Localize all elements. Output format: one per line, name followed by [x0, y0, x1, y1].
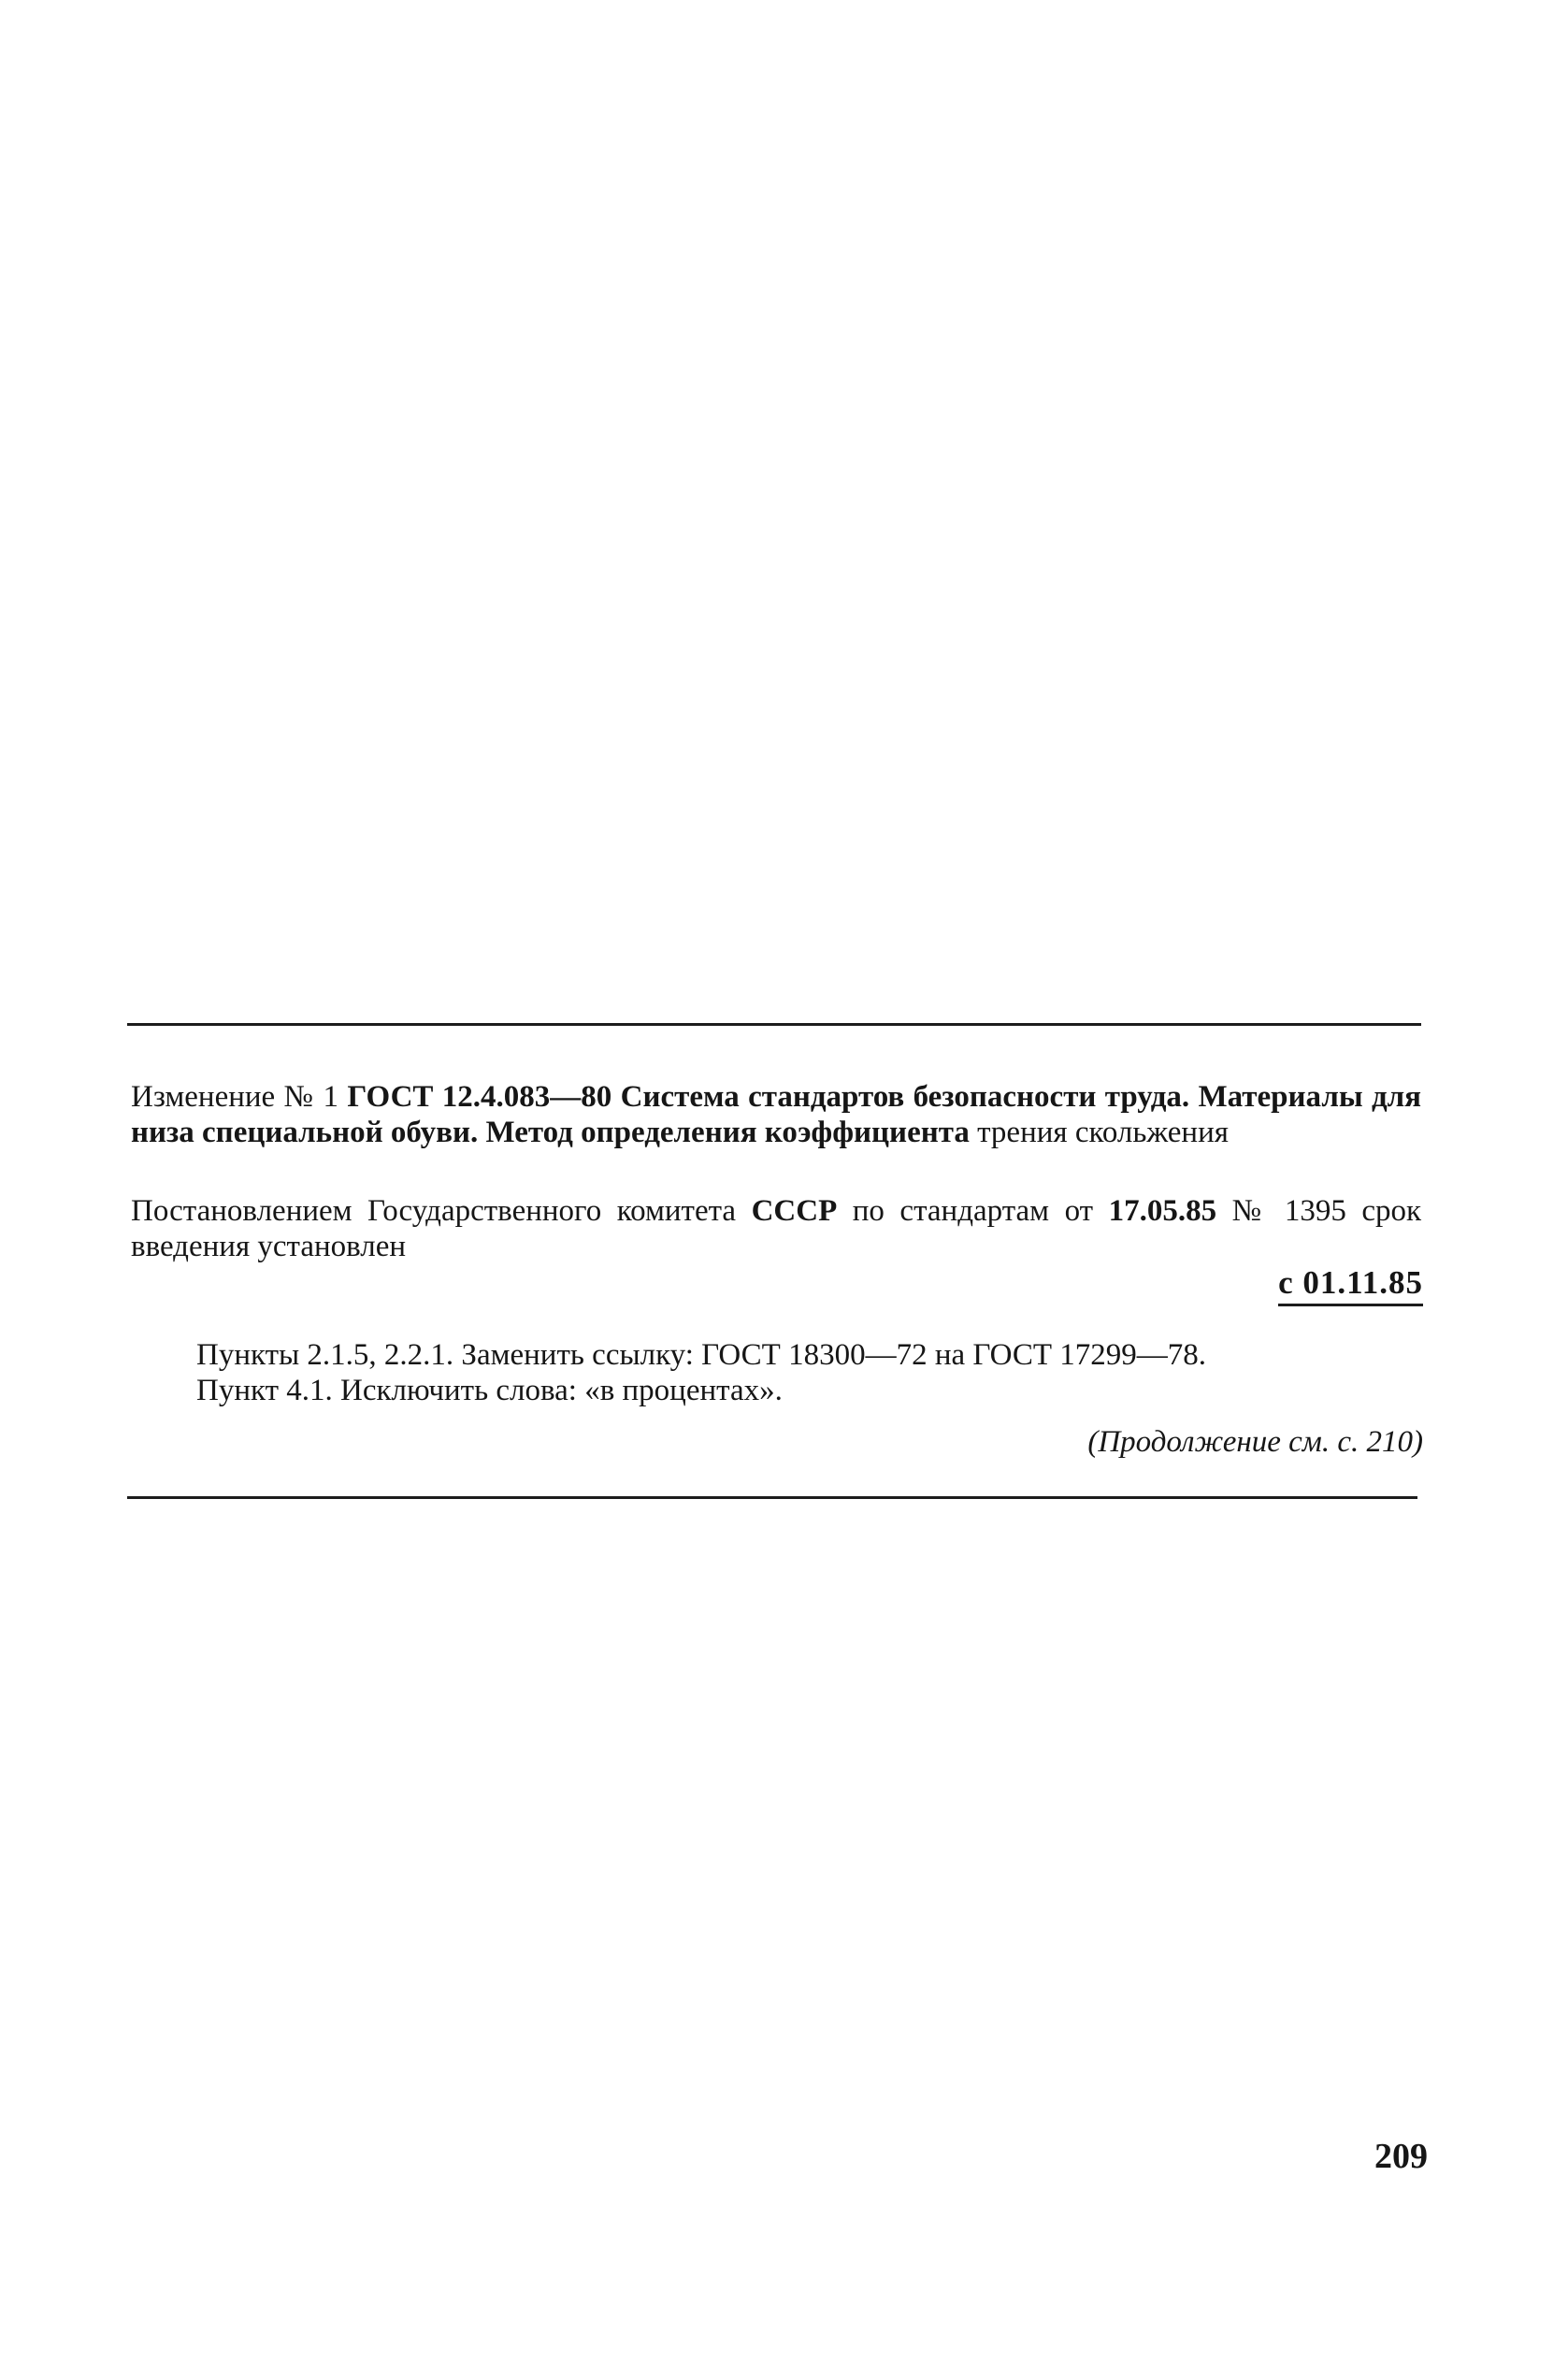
page-number: 209	[1374, 2137, 1428, 2176]
amendment-heading	[131, 1079, 1421, 1150]
approval-by-standards: по стандартам от	[852, 1194, 1094, 1228]
approval-suffix: срок введения установлен	[131, 1194, 1422, 1263]
top-divider	[127, 1023, 1421, 1026]
approval-prefix: Постановлением Государственного комитета	[131, 1194, 737, 1228]
approval-ussr: СССР	[751, 1194, 838, 1228]
changes-list	[131, 1337, 1421, 1408]
standard-title-end: трения скольжения	[977, 1116, 1229, 1149]
amendment-label: Изменение № 1	[131, 1080, 338, 1114]
change-item: Пункты 2.1.5, 2.2.1. Заменить ссылку: ГОСТ 18300—72 на ГОСТ 17299—78.	[196, 1338, 1207, 1372]
standard-title: Система стандартов безопасности труда. Материалы для низа специальной обуви. Метод определения коэффициента	[131, 1080, 1422, 1149]
change-item: Пункт 4.1. Исключить слова: «в процентах».	[196, 1374, 783, 1407]
effective-date: с 01.11.85	[1278, 1264, 1423, 1306]
approval-paragraph	[131, 1193, 1421, 1264]
standard-number: ГОСТ 12.4.083—80	[347, 1080, 612, 1114]
bottom-divider	[127, 1496, 1417, 1499]
continuation-note: (Продолжение см. с. 210)	[1087, 1425, 1423, 1459]
approval-date: 17.05.85	[1108, 1194, 1217, 1228]
approval-order-number: № 1395	[1231, 1194, 1346, 1228]
